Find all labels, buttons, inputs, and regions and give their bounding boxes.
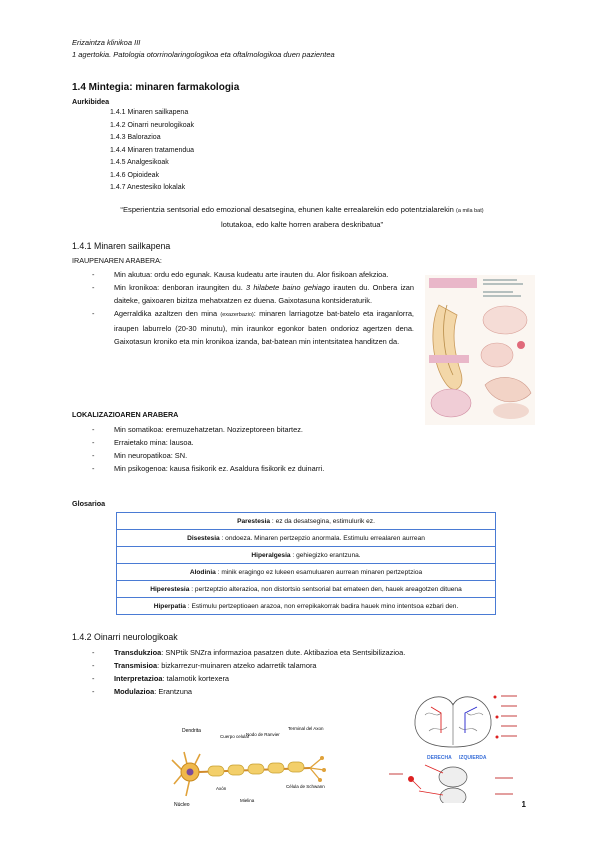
list-item: - Erraietako mina: lausoa.: [92, 436, 532, 449]
pain-types-illustration: [425, 275, 535, 425]
label-terminal: Terminal del Axon: [288, 726, 324, 731]
toc-item[interactable]: 1.4.5 Analgesikoak: [110, 159, 169, 166]
list-item: - Transdukzioa: SNPtik SNZra informazioa pasatzen dute. Aktibazioa eta Sentsibilizazioa.: [92, 646, 532, 659]
glossary-cell: Hiperestesia : pertzeptzio alterazioa, non distortsio sentsorial bat emateen den, hauek areagotzen dituena: [117, 581, 496, 598]
section-title: 1.4 Mintegia: minaren farmakologia: [72, 82, 240, 93]
label-axon: Axón: [216, 786, 227, 791]
label-nodo: Nodo de Ranvier: [246, 732, 280, 737]
glossary-table: [116, 512, 496, 615]
list-item: - Min somatikoa: eremuzehatzetan. Nozizeptoreen bitartez.: [92, 423, 532, 436]
list-item: - Agerraldika azaltzen den mina (exazerbazio): minaren larriagotze bat-batelo eta iraganlorra, iraupen laburrelo (20-30 minutu), min iraunkor egonkor baten ondorioz agertzen dena. Gaixotasun kroniko eta min kronikoa izanda, bat-batean min intentsitatea handitzen da.: [92, 307, 414, 348]
toc-item[interactable]: 1.4.2 Oinarri neurologikoak: [110, 121, 195, 129]
label-derecha: DERECHA: [427, 755, 452, 761]
header-course: Erizaintza klinikoa III: [72, 38, 141, 47]
table-row: [117, 530, 496, 547]
list-item: - Min kronikoa: denboran iraungiten du. 3 hilabete baino gehiago irauten du. Onbera izan daiteke, gaixoaren bizitza mehatxatzen ez duena. Gaixotasuna kontsideraturik.: [92, 281, 414, 307]
glossary-title: Glosarioa: [72, 499, 106, 508]
toc-item[interactable]: 1.4.6 Opioideak: [110, 171, 160, 179]
location-heading: LOKALIZAZIOAREN ARABERA: [72, 410, 179, 419]
table-row: [117, 581, 496, 598]
pain-pathway-diagram: [385, 685, 520, 803]
toc-item[interactable]: 1.4.3 Balorazioa: [110, 134, 161, 141]
table-row: [117, 513, 496, 530]
label-nucleo: Núcleo: [174, 802, 190, 808]
table-of-contents: [110, 107, 194, 195]
label-dendrita: Dendrita: [182, 728, 201, 734]
quote-line1: “Esperientzia sentsorial edo emozional desatsegina, ehunen kalte errealarekin edo potentzialarekin: [120, 205, 454, 214]
table-row: [117, 598, 496, 615]
neuron-diagram: [170, 722, 340, 808]
list-item: - Interpretazioa: talamotik kortexera: [92, 672, 532, 685]
toc-item[interactable]: 1.4.1 Minaren sailkapena: [110, 109, 189, 116]
label-celula: Célula de Schwann: [286, 784, 325, 789]
toc-item[interactable]: 1.4.4 Minaren tratamendua: [110, 146, 195, 154]
duration-heading: IRAUPENAREN ARABERA:: [72, 256, 162, 265]
toc-label: Aurkibidea: [72, 97, 110, 106]
glossary-cell: Disestesia : ondoeza. Minaren pertzepzio anormala. Estimulu errealaren aurrean: [117, 530, 496, 547]
location-list: [92, 423, 532, 475]
label-mielina: Mielina: [240, 798, 255, 803]
duration-list: [92, 268, 414, 348]
list-item: - Min neuropatikoa: SN.: [92, 449, 532, 462]
table-row: [117, 547, 496, 564]
glossary-cell: Hiperalgesia : gehiegizko erantzuna.: [117, 547, 496, 564]
label-izquierda: IZQUIERDA: [459, 755, 487, 761]
header-scenario: 1 agertokia. Patologia otorrinolaringologikoa eta oftalmologikoa duen pazientea: [72, 50, 335, 59]
quote-line2: lotutakoa, edo kalte horren arabera deskribatua”: [220, 220, 384, 229]
toc-item[interactable]: 1.4.7 Anestesiko lokalak: [110, 184, 186, 191]
glossary-cell: Alodinia : minik eragingo ez lukeen esamuluaren aurrean minaren pertzeptzioa: [117, 564, 496, 581]
page-number: 1: [521, 800, 526, 809]
subsection-title-141: 1.4.1 Minaren sailkapena: [72, 241, 171, 251]
glossary-cell: Hiperpatia : Estimulu pertzeptioaen arazoa, non errepikakorrak badira hauek mino intentsoa ezbari den.: [117, 598, 496, 615]
table-row: [117, 564, 496, 581]
pain-definition-quote: [72, 203, 532, 231]
list-item: - Min psikogenoa: kausa fisikorik ez. Asaldura fisikorik ez duinarri.: [92, 462, 532, 475]
quote-small: (a mila bat): [456, 208, 484, 214]
list-item: - Modulazioa: Erantzuna: [92, 685, 532, 698]
glossary-cell: Parestesia : ez da desatseginа, estimulurik ez.: [117, 513, 496, 530]
list-item: - Min akutua: ordu edo egunak. Kausa kudeatu arte irauten du. Alor fisikoan afekzioa.: [92, 268, 414, 281]
label-cuerpo: Cuerpo celular: [220, 734, 250, 739]
list-item: - Transmisioa: bizkarrezur-muinaren atzeko adarretik talamora: [92, 659, 532, 672]
subsection-title-142: 1.4.2 Oinarri neurologikoak: [72, 632, 178, 642]
